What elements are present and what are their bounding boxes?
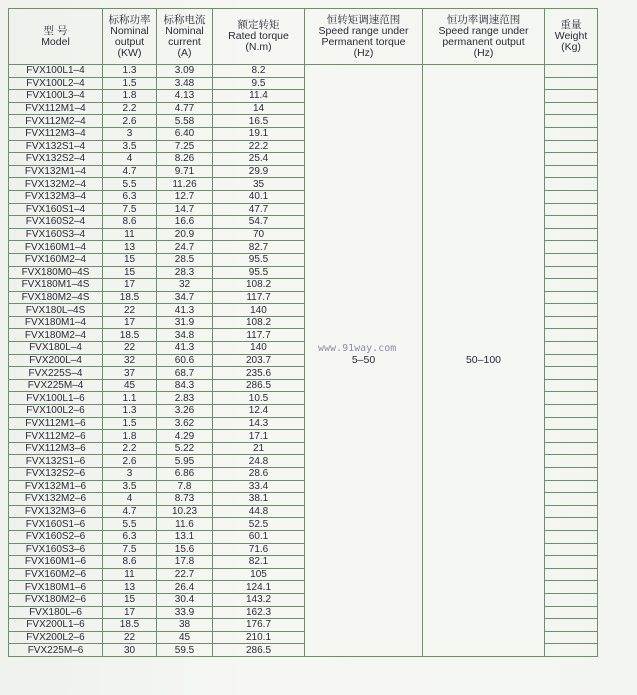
cell-power: 1.3 xyxy=(103,405,157,418)
cell-power: 1.8 xyxy=(103,90,157,103)
cell-torque: 162.3 xyxy=(213,606,305,619)
cell-weight xyxy=(545,468,598,481)
cell-current: 26.4 xyxy=(157,581,213,594)
cell-current: 60.6 xyxy=(157,354,213,367)
motor-spec-table xyxy=(8,8,598,657)
cell-model: FVX160S1–6 xyxy=(9,518,103,531)
cell-model: FVX100L1–4 xyxy=(9,65,103,78)
cell-weight xyxy=(545,316,598,329)
cell-power: 45 xyxy=(103,379,157,392)
cell-torque: 203.7 xyxy=(213,354,305,367)
cell-power: 1.3 xyxy=(103,65,157,78)
cell-weight xyxy=(545,505,598,518)
cell-weight xyxy=(545,115,598,128)
cell-power: 11 xyxy=(103,228,157,241)
cell-model: FVX100L2–4 xyxy=(9,77,103,90)
watermark: www.91way.com xyxy=(318,343,397,354)
cell-weight xyxy=(545,153,598,166)
cell-torque: 17.1 xyxy=(213,430,305,443)
cell-torque: 12.4 xyxy=(213,405,305,418)
cell-current: 7.25 xyxy=(157,140,213,153)
cell-torque: 124.1 xyxy=(213,581,305,594)
cell-current: 16.6 xyxy=(157,216,213,229)
cell-torque: 35 xyxy=(213,178,305,191)
cell-power: 7.5 xyxy=(103,203,157,216)
cell-model: FVX180M2–4 xyxy=(9,329,103,342)
cell-model: FVX180M2–4S xyxy=(9,291,103,304)
cell-torque: 95.5 xyxy=(213,266,305,279)
header-current: 标称电流 Nominal current (A) xyxy=(157,9,213,65)
cell-model: FVX100L2–6 xyxy=(9,405,103,418)
cell-power: 32 xyxy=(103,354,157,367)
cell-current: 7.8 xyxy=(157,480,213,493)
cell-torque: 95.5 xyxy=(213,253,305,266)
cell-power: 1.5 xyxy=(103,417,157,430)
cell-torque: 140 xyxy=(213,304,305,317)
cell-torque: 22.2 xyxy=(213,140,305,153)
cell-model: FVX200L1–6 xyxy=(9,619,103,632)
cell-weight xyxy=(545,304,598,317)
cell-power: 17 xyxy=(103,316,157,329)
cell-weight xyxy=(545,631,598,644)
cell-power: 2.6 xyxy=(103,455,157,468)
cell-model: FVX132M3–4 xyxy=(9,190,103,203)
cell-current: 10.23 xyxy=(157,505,213,518)
cell-torque: 9.5 xyxy=(213,77,305,90)
cell-torque: 14.3 xyxy=(213,417,305,430)
cell-model: FVX160M1–4 xyxy=(9,241,103,254)
cell-power: 17 xyxy=(103,606,157,619)
cell-power: 6.3 xyxy=(103,190,157,203)
cell-weight xyxy=(545,405,598,418)
cell-torque: 117.7 xyxy=(213,329,305,342)
cell-model: FVX132M3–6 xyxy=(9,505,103,518)
cell-model: FVX112M3–6 xyxy=(9,442,103,455)
cell-model: FVX180M2–6 xyxy=(9,593,103,606)
cell-model: FVX132M1–6 xyxy=(9,480,103,493)
cell-torque: 210.1 xyxy=(213,631,305,644)
header-weight: 重量 Weight (Kg) xyxy=(545,9,598,65)
cell-torque: 38.1 xyxy=(213,493,305,506)
cell-weight xyxy=(545,619,598,632)
cell-current: 3.26 xyxy=(157,405,213,418)
cell-current: 17.8 xyxy=(157,556,213,569)
cell-current: 28.5 xyxy=(157,253,213,266)
cell-model: FVX100L1–6 xyxy=(9,392,103,405)
cell-weight xyxy=(545,367,598,380)
cell-power: 30 xyxy=(103,644,157,657)
cell-weight xyxy=(545,65,598,78)
cell-current: 5.58 xyxy=(157,115,213,128)
cell-weight xyxy=(545,442,598,455)
cell-model: FVX200L–4 xyxy=(9,354,103,367)
cell-model: FVX112M2–4 xyxy=(9,115,103,128)
cell-current: 5.22 xyxy=(157,442,213,455)
cell-current: 33.9 xyxy=(157,606,213,619)
cell-weight xyxy=(545,480,598,493)
cell-model: FVX112M1–4 xyxy=(9,102,103,115)
cell-weight xyxy=(545,279,598,292)
cell-torque: 52.5 xyxy=(213,518,305,531)
cell-weight xyxy=(545,493,598,506)
header-power: 标称功率 Nominal output (KW) xyxy=(103,9,157,65)
cell-power: 37 xyxy=(103,367,157,380)
cell-weight xyxy=(545,190,598,203)
cell-model: FVX180M1–6 xyxy=(9,581,103,594)
cell-power: 15 xyxy=(103,593,157,606)
cell-current: 4.13 xyxy=(157,90,213,103)
cell-torque: 33.4 xyxy=(213,480,305,493)
cell-torque: 70 xyxy=(213,228,305,241)
cell-weight xyxy=(545,392,598,405)
cell-power: 2.6 xyxy=(103,115,157,128)
cell-model: FVX180M0–4S xyxy=(9,266,103,279)
cell-weight xyxy=(545,417,598,430)
cell-model: FVX160M2–4 xyxy=(9,253,103,266)
cell-weight xyxy=(545,178,598,191)
cell-torque: 10.5 xyxy=(213,392,305,405)
cell-model: FVX180M1–4 xyxy=(9,316,103,329)
cell-current: 15.6 xyxy=(157,543,213,556)
cell-current: 5.95 xyxy=(157,455,213,468)
cell-power: 4 xyxy=(103,153,157,166)
cell-torque: 117.7 xyxy=(213,291,305,304)
cell-model: FVX160M2–6 xyxy=(9,568,103,581)
cell-current: 12.7 xyxy=(157,190,213,203)
cell-torque: 286.5 xyxy=(213,379,305,392)
cell-torque: 40.1 xyxy=(213,190,305,203)
cell-torque: 286.5 xyxy=(213,644,305,657)
cell-current: 8.26 xyxy=(157,153,213,166)
cell-power: 3.5 xyxy=(103,480,157,493)
cell-weight xyxy=(545,165,598,178)
cell-power: 22 xyxy=(103,342,157,355)
cell-weight xyxy=(545,228,598,241)
cell-current: 3.48 xyxy=(157,77,213,90)
cell-current: 3.09 xyxy=(157,65,213,78)
cell-current: 45 xyxy=(157,631,213,644)
cell-torque: 24.8 xyxy=(213,455,305,468)
cell-current: 68.7 xyxy=(157,367,213,380)
cell-weight xyxy=(545,606,598,619)
cell-current: 28.3 xyxy=(157,266,213,279)
cell-power: 11 xyxy=(103,568,157,581)
cell-power: 13 xyxy=(103,581,157,594)
cell-current: 31.9 xyxy=(157,316,213,329)
cell-current: 6.40 xyxy=(157,127,213,140)
cell-torque: 19.1 xyxy=(213,127,305,140)
cell-model: FVX225M–4 xyxy=(9,379,103,392)
cell-weight xyxy=(545,203,598,216)
cell-model: FVX132S1–6 xyxy=(9,455,103,468)
cell-torque: 14 xyxy=(213,102,305,115)
cell-torque: 143.2 xyxy=(213,593,305,606)
cell-current: 3.62 xyxy=(157,417,213,430)
cell-current: 34.8 xyxy=(157,329,213,342)
cell-current: 6.86 xyxy=(157,468,213,481)
cell-torque: 108.2 xyxy=(213,279,305,292)
cell-weight xyxy=(545,455,598,468)
cell-power: 3 xyxy=(103,127,157,140)
cell-weight xyxy=(545,140,598,153)
cell-weight xyxy=(545,556,598,569)
cell-model: FVX132M2–4 xyxy=(9,178,103,191)
cell-power: 6.3 xyxy=(103,530,157,543)
cell-torque: 235.6 xyxy=(213,367,305,380)
cell-weight xyxy=(545,216,598,229)
cell-torque: 105 xyxy=(213,568,305,581)
cell-weight xyxy=(545,241,598,254)
table-row xyxy=(9,65,598,78)
cell-torque: 28.6 xyxy=(213,468,305,481)
cell-torque: 176.7 xyxy=(213,619,305,632)
cell-power: 5.5 xyxy=(103,178,157,191)
header-torque: 额定转矩 Rated torque (N.m) xyxy=(213,9,305,65)
cell-model: FVX180L–4S xyxy=(9,304,103,317)
cell-model: FVX160S3–4 xyxy=(9,228,103,241)
cell-power: 5.5 xyxy=(103,518,157,531)
cell-torque: 44.8 xyxy=(213,505,305,518)
cell-weight xyxy=(545,430,598,443)
cell-weight xyxy=(545,530,598,543)
cell-power: 7.5 xyxy=(103,543,157,556)
cell-model: FVX180M1–4S xyxy=(9,279,103,292)
cell-weight xyxy=(545,102,598,115)
cell-current: 41.3 xyxy=(157,304,213,317)
cell-torque: 11.4 xyxy=(213,90,305,103)
cell-current: 11.6 xyxy=(157,518,213,531)
cell-current: 32 xyxy=(157,279,213,292)
cell-power: 13 xyxy=(103,241,157,254)
cell-power: 15 xyxy=(103,253,157,266)
cell-torque: 25.4 xyxy=(213,153,305,166)
cell-torque: 82.7 xyxy=(213,241,305,254)
cell-power: 1.1 xyxy=(103,392,157,405)
header-model: 型 号 Model xyxy=(9,9,103,65)
cell-torque: 21 xyxy=(213,442,305,455)
cell-current: 38 xyxy=(157,619,213,632)
cell-torque: 140 xyxy=(213,342,305,355)
cell-torque: 29.9 xyxy=(213,165,305,178)
cell-power: 18.5 xyxy=(103,291,157,304)
cell-model: FVX160M1–6 xyxy=(9,556,103,569)
cell-current: 41.3 xyxy=(157,342,213,355)
cell-speed-range-power: 50–100 xyxy=(423,65,545,657)
cell-torque: 71.6 xyxy=(213,543,305,556)
cell-weight xyxy=(545,291,598,304)
cell-weight xyxy=(545,127,598,140)
cell-current: 14.7 xyxy=(157,203,213,216)
cell-current: 59.5 xyxy=(157,644,213,657)
cell-power: 4 xyxy=(103,493,157,506)
cell-weight xyxy=(545,90,598,103)
cell-power: 15 xyxy=(103,266,157,279)
cell-weight xyxy=(545,354,598,367)
cell-model: FVX180L–6 xyxy=(9,606,103,619)
cell-weight xyxy=(545,543,598,556)
table-body xyxy=(9,65,598,657)
cell-model: FVX225M–6 xyxy=(9,644,103,657)
cell-torque: 108.2 xyxy=(213,316,305,329)
cell-weight xyxy=(545,77,598,90)
cell-current: 20.9 xyxy=(157,228,213,241)
cell-torque: 54.7 xyxy=(213,216,305,229)
cell-model: FVX225S–4 xyxy=(9,367,103,380)
cell-power: 2.2 xyxy=(103,442,157,455)
cell-weight xyxy=(545,593,598,606)
cell-power: 4.7 xyxy=(103,505,157,518)
cell-model: FVX112M1–6 xyxy=(9,417,103,430)
cell-model: FVX160S2–6 xyxy=(9,530,103,543)
header-speed-power: 恒功率调速范围 Speed range under permanent output (Hz) xyxy=(423,9,545,65)
cell-speed-range-torque: 5–50 xyxy=(305,65,423,657)
cell-current: 24.7 xyxy=(157,241,213,254)
cell-model: FVX132S1–4 xyxy=(9,140,103,153)
cell-model: FVX200L2–6 xyxy=(9,631,103,644)
cell-model: FVX112M2–6 xyxy=(9,430,103,443)
cell-power: 2.2 xyxy=(103,102,157,115)
cell-current: 84.3 xyxy=(157,379,213,392)
cell-weight xyxy=(545,329,598,342)
cell-model: FVX160S1–4 xyxy=(9,203,103,216)
cell-weight xyxy=(545,581,598,594)
cell-current: 13.1 xyxy=(157,530,213,543)
cell-torque: 16.5 xyxy=(213,115,305,128)
cell-power: 1.8 xyxy=(103,430,157,443)
cell-model: FVX112M3–4 xyxy=(9,127,103,140)
cell-torque: 8.2 xyxy=(213,65,305,78)
cell-power: 18.5 xyxy=(103,619,157,632)
cell-model: FVX132M1–4 xyxy=(9,165,103,178)
cell-weight xyxy=(545,518,598,531)
cell-current: 11.26 xyxy=(157,178,213,191)
cell-weight xyxy=(545,342,598,355)
cell-current: 8.73 xyxy=(157,493,213,506)
cell-model: FVX180L–4 xyxy=(9,342,103,355)
cell-model: FVX160S3–6 xyxy=(9,543,103,556)
cell-weight xyxy=(545,568,598,581)
cell-current: 30.4 xyxy=(157,593,213,606)
cell-power: 3 xyxy=(103,468,157,481)
cell-current: 2.83 xyxy=(157,392,213,405)
cell-power: 4.7 xyxy=(103,165,157,178)
cell-current: 9.71 xyxy=(157,165,213,178)
cell-current: 34.7 xyxy=(157,291,213,304)
cell-weight xyxy=(545,379,598,392)
cell-model: FVX160S2–4 xyxy=(9,216,103,229)
header-speed-torque: 恒转矩调速范围 Speed range under Permanent torque (Hz) xyxy=(305,9,423,65)
cell-current: 4.77 xyxy=(157,102,213,115)
cell-model: FVX100L3–4 xyxy=(9,90,103,103)
cell-weight xyxy=(545,253,598,266)
table-header-row xyxy=(9,9,598,65)
cell-power: 18.5 xyxy=(103,329,157,342)
cell-model: FVX132S2–4 xyxy=(9,153,103,166)
cell-weight xyxy=(545,266,598,279)
cell-current: 22.7 xyxy=(157,568,213,581)
cell-weight xyxy=(545,644,598,657)
cell-torque: 60.1 xyxy=(213,530,305,543)
cell-torque: 82.1 xyxy=(213,556,305,569)
cell-power: 8.6 xyxy=(103,556,157,569)
cell-power: 17 xyxy=(103,279,157,292)
cell-current: 4.29 xyxy=(157,430,213,443)
cell-model: FVX132M2–6 xyxy=(9,493,103,506)
cell-power: 8.6 xyxy=(103,216,157,229)
cell-power: 3.5 xyxy=(103,140,157,153)
cell-power: 22 xyxy=(103,304,157,317)
cell-power: 22 xyxy=(103,631,157,644)
cell-model: FVX132S2–6 xyxy=(9,468,103,481)
cell-torque: 47.7 xyxy=(213,203,305,216)
cell-power: 1.5 xyxy=(103,77,157,90)
